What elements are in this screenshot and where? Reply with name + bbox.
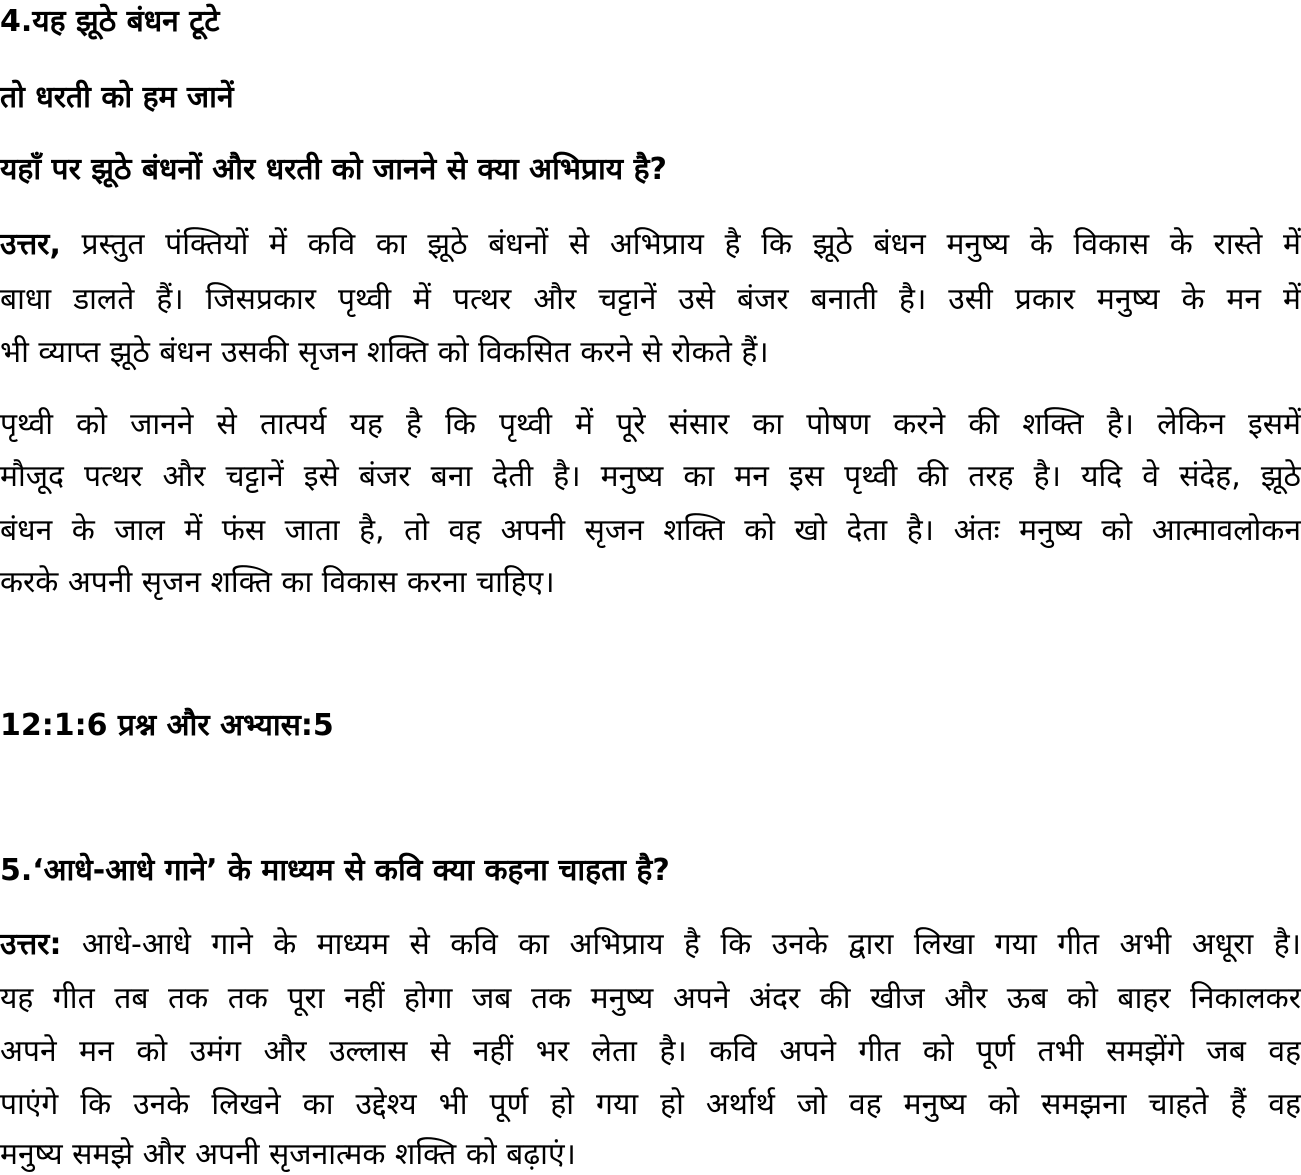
q4-answer-p2-line-3: बंधन के जाल में फंस जाता है, तो वह अपनी सृजन शक्ति को खो देता है। अंतः मनुष्य को आत्मावलोकन [0,513,1301,548]
q5-answer-line-3: अपने मन को उमंग और उल्लास से नहीं भर लेता है। कवि अपने गीत को पूर्ण तभी समझेंगे जब वह [0,1034,1301,1069]
q5-answer-line-5: मनुष्य समझे और अपनी सृजनात्मक शक्ति को बढ़ाएं। [0,1137,576,1172]
q4-answer-p1-text-1: प्रस्तुत पंक्तियों में कवि का झूठे बंधनों से अभिप्राय है कि झूठे बंधन मनुष्य के विकास के रास्ते में [60,227,1301,262]
q4-line2: तो धरती को हम जानें [0,80,234,115]
q4-title: 4.यह झूठे बंधन टूटे [0,4,220,39]
q4-answer-p2-line-2: मौजूद पत्थर और चट्टानें इसे बंजर बना देती है। मनुष्य का मन इस पृथ्वी की तरह है। यदि वे संदेह, झूठे [0,459,1301,494]
q5-answer-line-4: पाएंगे कि उनके लिखने का उद्देश्य भी पूर्ण हो गया हो अर्थार्थ जो वह मनुष्य को समझना चाहते हैं वह [0,1087,1301,1122]
q4-answer-p2-line-4: करके अपनी सृजन शक्ति का विकास करना चाहिए। [0,565,555,600]
q5-answer-text-1: आधे-आधे गाने के माध्यम से कवि का अभिप्राय है कि उनके द्वारा लिखा गया गीत अभी अधूरा है। [61,927,1301,962]
q4-answer-p1-line-2: बाधा डालते हैं। जिसप्रकार पृथ्वी में पत्थर और चट्टानें उसे बंजर बनाती है। उसी प्रकार मनुष्य के मन में [0,282,1301,317]
q4-question: यहाँ पर झूठे बंधनों और धरती को जानने से क्या अभिप्राय है? [0,152,667,187]
q5-answer-label: उत्तर: [0,927,62,962]
q4-answer-line-1 [0,225,1301,265]
q4-answer-p2-line-1: पृथ्वी को जानने से तात्पर्य यह है कि पृथ्वी में पूरे संसार का पोषण करने की शक्ति है। लेकिन इसमें [0,407,1301,442]
q5-answer-line-2: यह गीत तब तक तक पूरा नहीं होगा जब तक मनुष्य अपने अंदर की खीज और ऊब को बाहर निकालकर [0,981,1301,1016]
q4-answer-label: उत्तर, [0,227,61,262]
q4-answer-p1-line-3: भी व्याप्त झूठे बंधन उसकी सृजन शक्ति को विकसित करने से रोकते हैं। [0,335,769,370]
q5-answer-line-1 [0,925,1301,965]
section-heading: 12:1:6 प्रश्न और अभ्यास:5 [0,708,334,743]
q5-question: 5.‘आधे-आधे गाने’ के माध्यम से कवि क्या कहना चाहता है? [0,853,670,888]
